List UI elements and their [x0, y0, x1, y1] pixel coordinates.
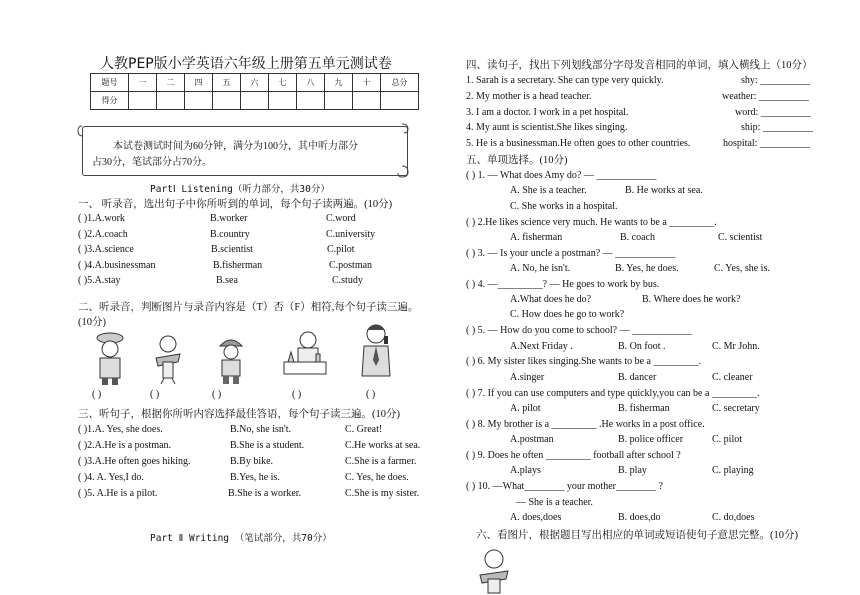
score-cell: 题号 — [91, 74, 129, 92]
option-a: A.plays — [510, 465, 541, 476]
question-item: ( )5. A.He is a pilot. — [78, 488, 158, 499]
option-b: B. Where does he work? — [642, 294, 741, 305]
question-item: ( )1.A.work — [78, 213, 125, 224]
option-c: C. pilot — [712, 434, 743, 445]
score-cell: 九 — [325, 74, 353, 92]
option-c: C. secretary — [712, 403, 760, 414]
option-c: C. She works in a hospital. — [510, 201, 618, 212]
option-c: C. Mr John. — [712, 341, 760, 352]
section-heading: 五、单项选择。(10分) — [466, 155, 568, 166]
score-cell: 六 — [241, 74, 269, 92]
sentence-item: 1. Sarah is a secretary. She can type very quickly. — [466, 75, 664, 86]
option-b: B. police officer — [618, 434, 684, 445]
question-item: ( ) 8. My brother is a _________ .He works in a post office. — [466, 419, 705, 430]
question-item: ( ) 7. If you can use computers and type quickly,you can be a _________. — [466, 388, 760, 399]
option-a: A.Next Friday . — [510, 341, 573, 352]
question-item: ( ) 9. Does he often _________ football after school ? — [466, 450, 681, 461]
section-heading: 六、看图片，根据题目写出相应的单词或短语使句子意思完整。(10分) — [476, 530, 798, 541]
option-a: A.singer — [510, 372, 545, 383]
answer-blank[interactable]: ship: __________ — [741, 122, 813, 133]
score-cell: 五 — [213, 74, 241, 92]
score-cell[interactable] — [325, 92, 353, 110]
option-b: B.worker — [210, 213, 248, 224]
answer-blank[interactable]: word: __________ — [735, 107, 811, 118]
option-c: C.pilot — [327, 244, 355, 255]
answer-bracket[interactable]: ( ) — [150, 389, 160, 400]
option-c: C.university — [326, 229, 376, 240]
option-b: B. dancer — [618, 372, 657, 383]
option-a: A. She is a teacher. — [510, 185, 587, 196]
option-c: C. do,does — [712, 512, 755, 523]
option-a: A.What does he do? — [510, 294, 592, 305]
score-cell[interactable] — [381, 92, 419, 110]
score-cell: 得分 — [91, 92, 129, 110]
question-item: ( ) 2.He likes science very much. He wants to be a _________. — [466, 217, 717, 228]
option-c: C. Yes, he does. — [345, 472, 409, 483]
option-c: C. scientist — [718, 232, 763, 243]
score-cell[interactable] — [129, 92, 157, 110]
sentence-item: 5. He is a businessman.He often goes to other countries. — [466, 138, 691, 149]
score-cell[interactable] — [157, 92, 185, 110]
option-b: B.No, she isn't. — [230, 424, 291, 435]
score-cell[interactable] — [241, 92, 269, 110]
answer-blank[interactable]: shy: __________ — [741, 75, 811, 86]
score-cell[interactable] — [353, 92, 381, 110]
intro-line: 本试卷测试时间为60分钟，满分为100分，其中听力部分 — [113, 141, 358, 152]
question-item: ( )1.A. Yes, she does. — [78, 424, 163, 435]
option-c: C.word — [326, 213, 356, 224]
question-item: ( ) 6. My sister likes singing.She wants to be a _________. — [466, 356, 701, 367]
option-a: A.postman — [510, 434, 554, 445]
option-b: B. does,do — [618, 512, 661, 523]
option-c: C.He works at sea. — [345, 440, 421, 451]
option-b: B. coach — [620, 232, 655, 243]
score-cell: 七 — [269, 74, 297, 92]
answer-bracket[interactable]: ( ) — [212, 389, 222, 400]
section-heading: 四、读句子，找出下列划线部分字母发音相同的单词，填入横线上（10分） — [466, 60, 813, 71]
question-item: ( )4. A. Yes,I do. — [78, 472, 144, 483]
option-c: C.postman — [329, 260, 373, 271]
option-c: C.study — [332, 275, 363, 286]
section-heading: 二、听录音，判断图片与录音内容是（T）否（F）相符,每个句子读三遍。 — [78, 302, 419, 313]
question-item: ( )2.A.coach — [78, 229, 128, 240]
score-cell[interactable] — [213, 92, 241, 110]
question-item: ( ) 4. —_________? — He goes to work by bus. — [466, 279, 660, 290]
question-item: ( )5.A.stay — [78, 275, 121, 286]
option-b: B.By bike. — [230, 456, 274, 467]
answer-bracket[interactable]: ( ) — [366, 389, 376, 400]
option-a: A. does,does — [510, 512, 562, 523]
pilot-icon — [152, 332, 184, 384]
option-c: C. How does he go to work? — [510, 309, 625, 320]
option-b: B. play — [618, 465, 647, 476]
part-title: PartⅠ Listening（听力部分，共30分） — [150, 184, 330, 195]
question-sub: — She is a teacher. — [516, 497, 593, 508]
section-score: (10分) — [78, 317, 106, 328]
option-b: B. On foot . — [618, 341, 666, 352]
score-cell: 十 — [353, 74, 381, 92]
score-cell[interactable] — [185, 92, 213, 110]
option-b: B.She is a worker. — [228, 488, 302, 499]
option-b: B. He works at sea. — [625, 185, 703, 196]
sentence-item: 3. I am a doctor. I work in a pet hospital. — [466, 107, 629, 118]
pilot-icon — [474, 545, 514, 595]
option-a: A. fisherman — [510, 232, 563, 243]
option-c: C.She is my sister. — [345, 488, 420, 499]
option-a: A. No, he isn't. — [510, 263, 571, 274]
option-b: B.scientist — [211, 244, 253, 255]
answer-bracket[interactable]: ( ) — [292, 389, 302, 400]
question-item: ( ) 10. —What________ your mother________ ? — [466, 481, 663, 492]
score-cell: 四 — [185, 74, 213, 92]
option-b: B.Yes, he is. — [230, 472, 280, 483]
answer-blank[interactable]: weather: __________ — [722, 91, 809, 102]
question-item: ( )4.A.businessman — [78, 260, 156, 271]
sentence-item: 4. My aunt is scientist.She likes singing. — [466, 122, 628, 133]
question-item: ( )3.A.science — [78, 244, 134, 255]
scientist-icon — [280, 328, 330, 378]
intro-line: 占30分，笔试部分占70分。 — [92, 157, 212, 168]
option-b: B.She is a student. — [230, 440, 305, 451]
option-b: B.sea — [216, 275, 238, 286]
page-title: 人教PEP版小学英语六年级上册第五单元测试卷 — [100, 56, 392, 72]
answer-blank[interactable]: hospital: __________ — [723, 138, 810, 149]
section-heading: 一、 听录音，选出句子中你所听到的单词，每个句子读两遍。(10分) — [78, 199, 393, 210]
option-a: A. pilot — [510, 403, 541, 414]
score-cell[interactable] — [269, 92, 297, 110]
score-cell: 二 — [157, 74, 185, 92]
question-item: ( ) 3. — Is your uncle a postman? — ____________ — [466, 248, 676, 259]
question-item: ( ) 1. — What does Amy do? — ____________ — [466, 170, 657, 181]
score-cell[interactable] — [297, 92, 325, 110]
businessman-icon — [360, 322, 396, 378]
option-b: B.country — [210, 229, 250, 240]
option-c: C. playing — [712, 465, 754, 476]
option-b: B. fisherman — [618, 403, 670, 414]
option-c: C. cleaner — [712, 372, 753, 383]
option-c: C.She is a farmer. — [345, 456, 417, 467]
option-c: C. Yes, she is. — [714, 263, 770, 274]
question-item: ( )3.A.He often goes hiking. — [78, 456, 191, 467]
sentence-item: 2. My mother is a head teacher. — [466, 91, 592, 102]
answer-bracket[interactable]: ( ) — [92, 389, 102, 400]
section-heading: 三、听句子，根据你所听内容选择最佳答语，每个句子读三遍。(10分) — [78, 409, 400, 420]
question-item: ( ) 5. — How do you come to school? — ____________ — [466, 325, 693, 336]
score-cell: 八 — [297, 74, 325, 92]
option-c: C. Great! — [345, 424, 383, 435]
question-item: ( )2.A.He is a postman. — [78, 440, 172, 451]
police-officer-icon — [92, 330, 128, 386]
option-b: B. Yes, he does. — [615, 263, 679, 274]
score-cell: 一 — [129, 74, 157, 92]
score-cell: 总分 — [381, 74, 419, 92]
score-table — [90, 73, 419, 110]
part-title: Part Ⅱ Writing （笔试部分，共70分） — [150, 533, 332, 544]
option-b: B.fisherman — [213, 260, 263, 271]
worker-icon — [214, 334, 248, 386]
